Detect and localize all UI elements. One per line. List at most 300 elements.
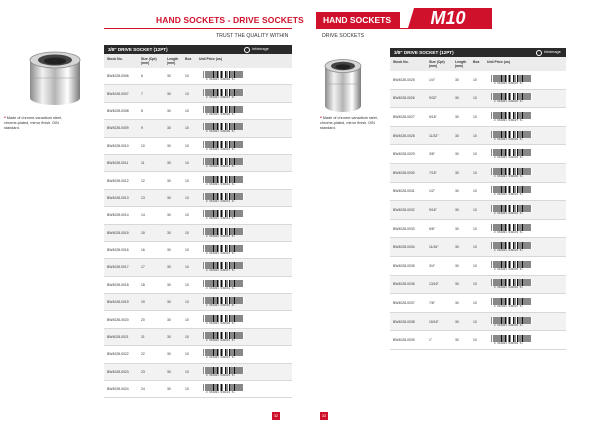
barcode-bars xyxy=(203,123,244,130)
table-row xyxy=(104,329,292,346)
box-quantity: 10 xyxy=(473,114,477,119)
barcode-bars xyxy=(491,298,532,305)
col-length: Length (mm) xyxy=(455,60,467,68)
box-quantity: 10 xyxy=(185,300,189,305)
barcode-number: 8 961004 030032 P+ xyxy=(494,211,523,215)
table-row xyxy=(104,225,292,242)
barcode-number: 8 961004 030020 P+ xyxy=(206,321,235,325)
stock-number: BW4028-0029 xyxy=(393,152,415,157)
barcode-number: 8 961004 030033 P+ xyxy=(494,230,523,234)
col-box: Box xyxy=(185,57,192,61)
left-table-body xyxy=(104,68,292,398)
table-row xyxy=(104,155,292,172)
info-label: Infoimage xyxy=(544,50,561,54)
barcode xyxy=(200,89,244,99)
socket-size: 9/16" xyxy=(429,207,437,212)
socket-size: 22 xyxy=(141,352,145,357)
box-quantity: 10 xyxy=(473,245,477,250)
left-product-description: •Made of chrome-vanadium steel, chrome-plated, mirror finish. DIN standard. xyxy=(4,115,63,130)
barcode-bars xyxy=(203,297,244,304)
socket-length: 30 xyxy=(455,96,459,101)
barcode-bars xyxy=(203,106,244,113)
barcode-bars xyxy=(491,168,532,175)
table-row xyxy=(390,183,566,202)
barcode-number: 8 961004 030034 P+ xyxy=(494,249,523,253)
barcode-number: 8 961004 030030 P+ xyxy=(494,174,523,178)
socket-size: 12 xyxy=(141,178,145,183)
box-quantity: 10 xyxy=(185,387,189,392)
socket-size: 11/16" xyxy=(429,245,439,250)
socket-size: 18 xyxy=(141,282,145,287)
table-row xyxy=(390,313,566,332)
stock-number: BW4028-0018 xyxy=(107,282,129,287)
barcode xyxy=(200,262,244,272)
barcode-number: 8 961004 030023 P+ xyxy=(206,373,235,377)
socket-size: 17 xyxy=(141,265,145,270)
box-quantity: 10 xyxy=(185,91,189,96)
col-price: Unit Price (us) xyxy=(487,60,510,64)
info-icon[interactable] xyxy=(536,50,542,56)
barcode-bars xyxy=(491,75,532,82)
socket-size: 20 xyxy=(141,317,145,322)
table-row xyxy=(390,127,566,146)
right-product-table xyxy=(390,48,566,350)
table-row xyxy=(104,207,292,224)
socket-length: 30 xyxy=(167,352,171,357)
socket-size: 15/16" xyxy=(429,319,439,324)
barcode-number: 8 961004 030012 P+ xyxy=(206,182,235,186)
barcode xyxy=(200,71,244,81)
stock-number: BW4028-0011 xyxy=(107,161,129,166)
socket-size: 3/8" xyxy=(429,152,435,157)
socket-size: 10 xyxy=(141,143,145,148)
barcode-number: 8 961004 030017 P+ xyxy=(206,269,235,273)
box-quantity: 10 xyxy=(185,143,189,148)
barcode-bars xyxy=(203,141,244,148)
socket-length: 30 xyxy=(167,161,171,166)
box-quantity: 10 xyxy=(185,230,189,235)
socket-size: 7/8" xyxy=(429,300,435,305)
stock-number: BW4028-0022 xyxy=(107,352,129,357)
barcode xyxy=(488,335,532,345)
socket-size: 8 xyxy=(141,108,143,113)
barcode-bars xyxy=(203,245,244,252)
stock-number: BW4028-0034 xyxy=(393,245,415,250)
barcode-bars xyxy=(491,186,532,193)
barcode-number: 8 961004 030028 P+ xyxy=(494,137,523,141)
box-quantity: 10 xyxy=(185,265,189,270)
socket-length: 30 xyxy=(455,114,459,119)
stock-number: BW4028-0036 xyxy=(393,282,415,287)
barcode-bars xyxy=(203,193,244,200)
socket-length: 30 xyxy=(167,195,171,200)
socket-length: 30 xyxy=(167,178,171,183)
right-table-header xyxy=(390,57,566,71)
box-quantity: 10 xyxy=(473,152,477,157)
barcode xyxy=(488,205,532,215)
barcode xyxy=(200,158,244,168)
box-quantity: 10 xyxy=(473,319,477,324)
barcode-number: 8 961004 030038 P+ xyxy=(494,323,523,327)
table-row xyxy=(104,364,292,381)
info-label: Infoimage xyxy=(252,47,269,51)
barcode xyxy=(488,168,532,178)
barcode-bars xyxy=(203,158,244,165)
socket-size: 11 xyxy=(141,161,145,166)
box-quantity: 10 xyxy=(185,213,189,218)
drive-socket-image-right xyxy=(320,54,366,114)
barcode-bars xyxy=(203,384,244,391)
barcode xyxy=(488,298,532,308)
box-quantity: 10 xyxy=(473,189,477,194)
barcode xyxy=(200,176,244,186)
socket-size: 11/32" xyxy=(429,133,439,138)
barcode-bars xyxy=(203,332,244,339)
table-row xyxy=(390,71,566,90)
barcode xyxy=(488,224,532,234)
table-row xyxy=(104,381,292,398)
barcode-number: 8 961004 030009 P+ xyxy=(206,130,235,134)
socket-length: 30 xyxy=(455,245,459,250)
barcode xyxy=(488,279,532,289)
left-table-title-bar xyxy=(104,45,292,54)
stock-number: BW4028-0007 xyxy=(107,91,129,96)
barcode-number: 8 961004 030036 P+ xyxy=(494,286,523,290)
socket-size: 13 xyxy=(141,195,145,200)
stock-number: BW4028-0026 xyxy=(393,96,415,101)
table-row xyxy=(390,331,566,350)
barcode-bars xyxy=(203,89,244,96)
stock-number: BW4028-0014 xyxy=(107,213,129,218)
barcode xyxy=(488,93,532,103)
stock-number: BW4028-0038 xyxy=(393,319,415,324)
barcode-bars xyxy=(203,176,244,183)
stock-number: BW4028-0010 xyxy=(107,143,129,148)
barcode xyxy=(200,245,244,255)
socket-length: 30 xyxy=(455,300,459,305)
stock-number: BW4028-0030 xyxy=(393,170,415,175)
barcode-number: 8 961004 030031 P+ xyxy=(494,193,523,197)
barcode-bars xyxy=(491,317,532,324)
barcode-bars xyxy=(203,262,244,269)
socket-length: 30 xyxy=(455,207,459,212)
stock-number: BW4028-0012 xyxy=(107,178,129,183)
stock-number: BW4028-0037 xyxy=(393,300,415,305)
info-icon[interactable] xyxy=(244,47,250,53)
barcode-number: 8 961004 030014 P+ xyxy=(206,217,235,221)
barcode xyxy=(200,123,244,133)
col-price: Unit Price (us) xyxy=(199,57,222,61)
stock-number: BW4028-0021 xyxy=(107,335,129,340)
socket-length: 30 xyxy=(455,282,459,287)
barcode-number: 8 961004 030007 P+ xyxy=(206,95,235,99)
socket-size: 1" xyxy=(429,338,433,343)
socket-length: 30 xyxy=(455,226,459,231)
table-row xyxy=(104,294,292,311)
barcode-number: 8 961004 030039 P+ xyxy=(494,342,523,346)
barcode-bars xyxy=(203,228,244,235)
stock-number: BW4028-0035 xyxy=(393,263,415,268)
box-quantity: 10 xyxy=(185,248,189,253)
stock-number: BW4028-0020 xyxy=(107,317,129,322)
right-page-subtitle: DRIVE SOCKETS xyxy=(322,33,365,39)
barcode-bars xyxy=(491,261,532,268)
barcode xyxy=(200,210,244,220)
box-quantity: 10 xyxy=(473,170,477,175)
barcode-bars xyxy=(491,335,532,342)
box-quantity: 10 xyxy=(473,77,477,82)
table-row xyxy=(390,276,566,295)
box-quantity: 10 xyxy=(473,263,477,268)
socket-size: 14 xyxy=(141,213,145,218)
left-page-title: HAND SOCKETS - DRIVE SOCKETS xyxy=(156,15,304,25)
barcode-number: 8 961004 030018 P+ xyxy=(206,286,235,290)
stock-number: BW4028-0039 xyxy=(393,338,415,343)
table-row xyxy=(390,220,566,239)
barcode xyxy=(200,106,244,116)
table-row xyxy=(390,201,566,220)
barcode-bars xyxy=(203,71,244,78)
barcode-number: 8 961004 030026 P+ xyxy=(494,100,523,104)
barcode xyxy=(488,317,532,327)
barcode-number: 8 961004 030037 P+ xyxy=(494,304,523,308)
box-quantity: 10 xyxy=(473,207,477,212)
socket-length: 30 xyxy=(167,230,171,235)
box-quantity: 10 xyxy=(185,195,189,200)
barcode-number: 8 961004 030013 P+ xyxy=(206,199,235,203)
socket-length: 30 xyxy=(167,300,171,305)
socket-length: 30 xyxy=(455,152,459,157)
box-quantity: 10 xyxy=(185,108,189,113)
barcode xyxy=(200,280,244,290)
left-title-divider xyxy=(104,28,292,29)
barcode-number: 8 961004 030029 P+ xyxy=(494,156,523,160)
socket-length: 30 xyxy=(455,263,459,268)
stock-number: BW4028-0025 xyxy=(393,77,415,82)
socket-length: 30 xyxy=(167,126,171,131)
socket-length: 30 xyxy=(167,369,171,374)
box-quantity: 10 xyxy=(473,282,477,287)
box-quantity: 10 xyxy=(185,161,189,166)
socket-length: 30 xyxy=(167,108,171,113)
barcode-number: 8 961004 030019 P+ xyxy=(206,304,235,308)
socket-length: 30 xyxy=(455,189,459,194)
barcode-number: 8 961004 030025 P+ xyxy=(494,81,523,85)
barcode xyxy=(200,141,244,151)
socket-length: 30 xyxy=(167,317,171,322)
socket-size: 19 xyxy=(141,300,145,305)
brand-logo-text: M10 xyxy=(430,8,466,28)
barcode-number: 8 961004 030008 P+ xyxy=(206,112,235,116)
barcode-bars xyxy=(491,242,532,249)
table-row xyxy=(390,257,566,276)
col-box: Box xyxy=(473,60,480,64)
socket-size: 6 xyxy=(141,74,143,79)
box-quantity: 10 xyxy=(473,133,477,138)
table-row xyxy=(390,145,566,164)
stock-number: BW4028-0027 xyxy=(393,114,415,119)
col-length: Length (mm) xyxy=(167,57,179,65)
barcode-bars xyxy=(491,224,532,231)
barcode xyxy=(488,149,532,159)
barcode-number: 8 961004 030035 P+ xyxy=(494,267,523,271)
socket-length: 30 xyxy=(455,338,459,343)
table-row xyxy=(104,138,292,155)
table-row xyxy=(104,120,292,137)
socket-size: 13/16" xyxy=(429,282,439,287)
table-row xyxy=(104,242,292,259)
table-row xyxy=(104,103,292,120)
box-quantity: 10 xyxy=(185,317,189,322)
stock-number: BW4028-0013 xyxy=(107,195,129,200)
page-number-left: 32 xyxy=(274,414,278,418)
table-row xyxy=(104,190,292,207)
barcode xyxy=(488,242,532,252)
socket-size: 23 xyxy=(141,369,145,374)
col-size: Size (Cpt)(mm) xyxy=(429,60,445,68)
box-quantity: 10 xyxy=(185,178,189,183)
barcode xyxy=(200,384,244,394)
table-row xyxy=(104,346,292,363)
socket-length: 30 xyxy=(455,319,459,324)
barcode-bars xyxy=(491,93,532,100)
left-page-subtitle: TRUST THE QUALITY WITHIN xyxy=(216,33,289,39)
socket-size: 24 xyxy=(141,387,145,392)
barcode-bars xyxy=(203,210,244,217)
stock-number: BW4028-0023 xyxy=(107,369,129,374)
socket-size: 1/2" xyxy=(429,189,435,194)
box-quantity: 10 xyxy=(473,226,477,231)
barcode xyxy=(200,332,244,342)
col-size: Size (Cpt)(mm) xyxy=(141,57,157,65)
table-row xyxy=(390,90,566,109)
socket-length: 30 xyxy=(455,170,459,175)
stock-number: BW4028-0017 xyxy=(107,265,129,270)
table-row xyxy=(104,311,292,328)
barcode-bars xyxy=(491,112,532,119)
barcode-bars xyxy=(203,315,244,322)
socket-length: 30 xyxy=(167,282,171,287)
barcode-bars xyxy=(203,367,244,374)
table-row xyxy=(104,277,292,294)
col-stock: Stock No. xyxy=(107,57,123,61)
table-row xyxy=(390,238,566,257)
col-stock: Stock No. xyxy=(393,60,409,64)
barcode-number: 8 961004 030021 P+ xyxy=(206,339,235,343)
right-table-title: 3/8" DRIVE SOCKET (12PT) xyxy=(394,50,454,55)
barcode-number: 8 961004 030016 P+ xyxy=(206,252,235,256)
barcode xyxy=(488,131,532,141)
table-row xyxy=(104,68,292,85)
stock-number: BW4028-0006 xyxy=(107,74,129,79)
barcode-bars xyxy=(491,205,532,212)
socket-length: 30 xyxy=(167,387,171,392)
stock-number: BW4028-0016 xyxy=(107,248,129,253)
socket-size: 7/16" xyxy=(429,170,437,175)
right-title-divider xyxy=(316,28,492,29)
box-quantity: 10 xyxy=(473,300,477,305)
socket-size: 9/32" xyxy=(429,96,437,101)
barcode xyxy=(488,112,532,122)
barcode xyxy=(200,315,244,325)
page-number-right: 33 xyxy=(322,414,326,418)
box-quantity: 10 xyxy=(473,96,477,101)
socket-size: 21 xyxy=(141,335,145,340)
box-quantity: 10 xyxy=(473,338,477,343)
barcode xyxy=(200,193,244,203)
table-row xyxy=(104,172,292,189)
barcode-bars xyxy=(491,149,532,156)
barcode xyxy=(488,75,532,85)
box-quantity: 10 xyxy=(185,282,189,287)
stock-number: BW4028-0028 xyxy=(393,133,415,138)
left-table-header xyxy=(104,54,292,68)
stock-number: BW4028-0032 xyxy=(393,207,415,212)
barcode-number: 8 961004 030010 P+ xyxy=(206,147,235,151)
barcode-bars xyxy=(203,280,244,287)
socket-length: 30 xyxy=(167,335,171,340)
barcode xyxy=(200,367,244,377)
barcode xyxy=(200,297,244,307)
barcode xyxy=(488,261,532,271)
socket-size: 3/4" xyxy=(429,263,435,268)
stock-number: BW4028-0019 xyxy=(107,300,129,305)
barcode-number: 8 961004 030011 P+ xyxy=(206,165,235,169)
brand-logo xyxy=(408,8,492,28)
table-row xyxy=(390,164,566,183)
table-row xyxy=(390,108,566,127)
barcode-number: 8 961004 030006 P+ xyxy=(206,78,235,82)
socket-length: 30 xyxy=(455,77,459,82)
socket-size: 9 xyxy=(141,126,143,131)
barcode-number: 8 961004 030027 P+ xyxy=(494,118,523,122)
socket-length: 30 xyxy=(167,265,171,270)
barcode-bars xyxy=(491,131,532,138)
right-page-title: HAND SOCKETS xyxy=(316,12,400,28)
barcode xyxy=(488,186,532,196)
box-quantity: 10 xyxy=(185,335,189,340)
socket-length: 30 xyxy=(167,143,171,148)
left-product-table xyxy=(104,45,292,398)
barcode xyxy=(200,228,244,238)
barcode-number: 8 961004 030022 P+ xyxy=(206,356,235,360)
stock-number: BW4028-0015 xyxy=(107,230,129,235)
barcode-number: 8 961004 030015 P+ xyxy=(206,234,235,238)
socket-length: 30 xyxy=(167,213,171,218)
socket-size: 15 xyxy=(141,230,145,235)
right-table-body xyxy=(390,71,566,350)
table-row xyxy=(390,294,566,313)
socket-size: 7 xyxy=(141,91,143,96)
barcode-number: 8 961004 030024 P+ xyxy=(206,391,235,395)
right-product-description: •Made of chrome-vanadium steel, chrome-plated, mirror finish. DIN standard. xyxy=(320,115,379,130)
table-row xyxy=(104,259,292,276)
socket-length: 30 xyxy=(167,91,171,96)
barcode-bars xyxy=(491,279,532,286)
socket-size: 16 xyxy=(141,248,145,253)
socket-length: 30 xyxy=(167,74,171,79)
barcode xyxy=(200,349,244,359)
table-row xyxy=(104,85,292,102)
stock-number: BW4028-0031 xyxy=(393,189,415,194)
socket-length: 30 xyxy=(167,248,171,253)
box-quantity: 10 xyxy=(185,126,189,131)
stock-number: BW4028-0009 xyxy=(107,126,129,131)
stock-number: BW4028-0033 xyxy=(393,226,415,231)
box-quantity: 10 xyxy=(185,369,189,374)
left-table-title: 3/8" DRIVE SOCKET (12PT) xyxy=(108,47,168,52)
socket-size: 1/4" xyxy=(429,77,435,82)
